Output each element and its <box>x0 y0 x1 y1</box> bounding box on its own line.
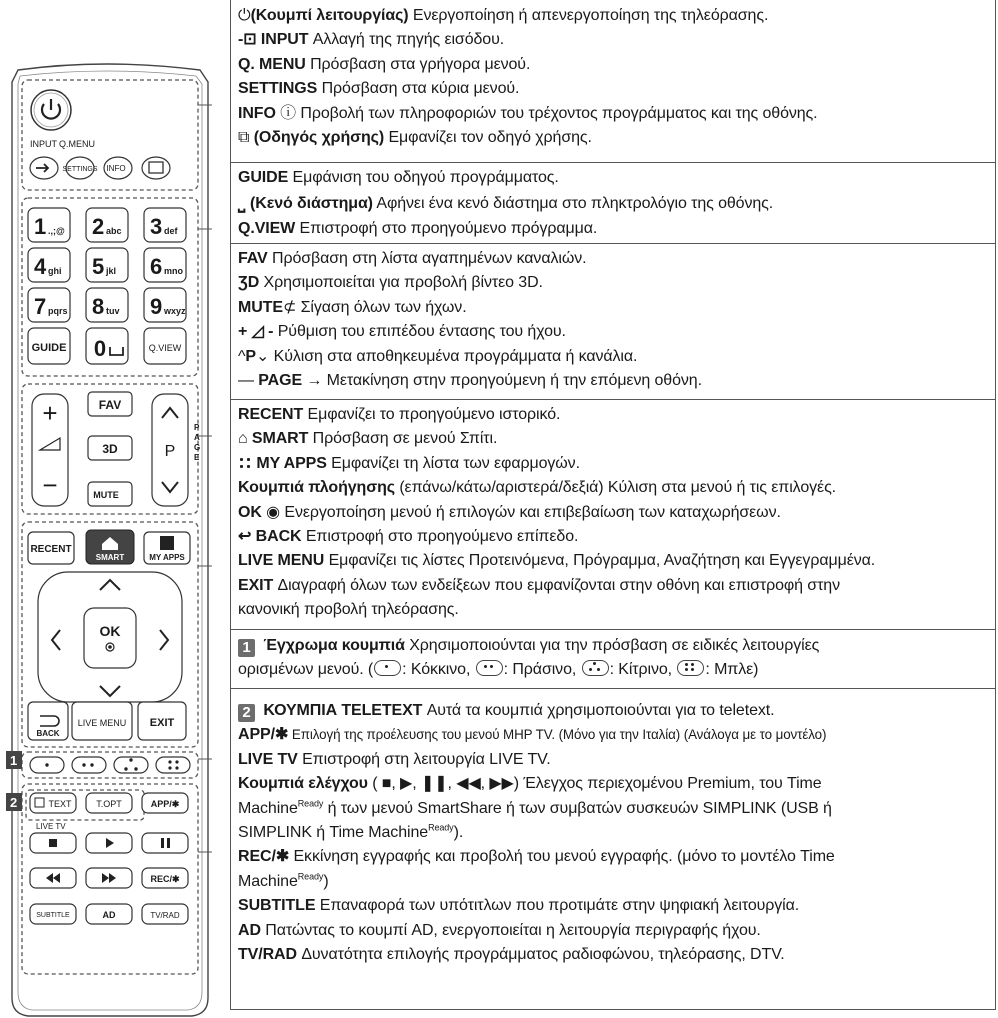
svg-text:Q.VIEW: Q.VIEW <box>148 343 182 353</box>
ok-dot-icon: ◉ <box>261 503 281 521</box>
num-key-4[interactable] <box>28 248 70 282</box>
svg-text:wxyz: wxyz <box>164 306 186 316</box>
svg-text:G: G <box>194 443 201 452</box>
user-guide-button[interactable] <box>142 157 170 179</box>
text-button[interactable] <box>30 793 76 813</box>
svg-text:jkl: jkl <box>106 266 117 276</box>
svg-text:MY APPS: MY APPS <box>149 553 185 562</box>
yellow-button[interactable] <box>114 757 148 773</box>
svg-text:6: 6 <box>150 254 163 279</box>
svg-text:T.OPT: T.OPT <box>96 799 122 809</box>
svg-text:REC/✱: REC/✱ <box>150 874 180 884</box>
svg-text:1: 1 <box>34 214 47 239</box>
desc-guide: GUIDE Εμφάνιση του οδηγού προγράμματος. <box>238 169 559 186</box>
desc-ok: OK ◉ Ενεργοποίηση μενού ή επιλογών και επιβεβαίωση των καταχωρήσεων. <box>238 503 781 521</box>
chevron-up-icon: ^ <box>238 347 246 365</box>
desc-livetv: LIVE TV Επιστροφή στη λειτουργία LIVE TV. <box>238 750 551 768</box>
rewind-button[interactable] <box>30 868 76 888</box>
play-button[interactable] <box>86 833 132 853</box>
input-icon: -⊡ <box>238 31 261 49</box>
topt-button[interactable] <box>86 793 132 813</box>
svg-text:7: 7 <box>34 294 47 319</box>
svg-text:TEXT: TEXT <box>48 799 72 809</box>
description-panel <box>230 0 996 1010</box>
desc-3d: ƷD Χρησιμοποιείται για προβολή βίντεο 3D. <box>238 274 543 292</box>
page-right-icon: → <box>306 372 323 390</box>
desc-exit-cont: κανονική προβολή τηλεόρασης. <box>238 601 459 619</box>
back-icon: ↩ <box>238 528 256 546</box>
svg-text:mno: mno <box>164 266 183 276</box>
desc-control: Κουμπιά ελέγχου ( ■, ▶, ❚❚, ◀◀, ▶▶) Έλεγχος περιεχομένου Premium, του Time <box>238 775 822 793</box>
page-label <box>194 423 200 462</box>
svg-text:tuv: tuv <box>106 306 120 316</box>
blue-button[interactable] <box>156 757 190 773</box>
desc-nav: Κουμπιά πλοήγησης (επάνω/κάτω/αριστερά/δεξιά) Κύλιση στα μενού ή τις επιλογές. <box>238 479 837 497</box>
desc-space: ⎵ (Κενό διάστημα) Αφήνει ένα κενό διάστημα στο πληκτρολόγιο της οθόνης. <box>238 192 774 213</box>
svg-text:5: 5 <box>92 254 105 279</box>
svg-text:OK: OK <box>99 623 121 639</box>
badge-2-desc: 2 <box>238 704 255 722</box>
guide-button[interactable] <box>28 328 70 364</box>
exit-button[interactable] <box>138 702 186 740</box>
stop-button[interactable] <box>30 833 76 853</box>
svg-text:3D: 3D <box>102 442 118 456</box>
desc-volume: + ◿ - Ρύθμιση του επιπέδου έντασης του ήχου. <box>238 323 566 341</box>
svg-text:0: 0 <box>93 336 107 361</box>
desc-color-cont: ορισμένων μενού. ( : Κόκκινο, : Πράσινο, : Κίτρινο, : Μπλε) <box>238 661 759 679</box>
app-button[interactable] <box>142 793 188 813</box>
ad-button[interactable] <box>86 904 132 924</box>
desc-exit: EXIT Διαγραφή όλων των ενδείξεων που εμφανίζονται στην οθόνη και επιστροφή στην <box>238 576 840 594</box>
svg-text:+: + <box>42 398 58 428</box>
num-key-6[interactable] <box>144 248 186 282</box>
green-button[interactable] <box>72 757 106 773</box>
desc-control-cont1: Machine$^{Ready}$ ή των μενού SmartShare ή των συμβατών συσκευών SIMPLINK (USB ή <box>238 798 832 817</box>
badge-2: 2 <box>10 795 18 810</box>
svg-text:INFO: INFO <box>106 164 126 173</box>
desc-tvrad: TV/RAD Δυνατότητα επιλογής προγράμματος ραδιοφώνου, τηλεόρασης, DTV. <box>238 946 785 964</box>
num-key-9[interactable] <box>144 288 186 322</box>
smart-button[interactable] <box>86 530 134 564</box>
apps-grid-icon <box>238 456 252 470</box>
svg-text:LIVE MENU: LIVE MENU <box>77 718 127 728</box>
chevron-down-icon: ⌄ <box>256 347 270 365</box>
num-key-7[interactable] <box>28 288 70 322</box>
desc-myapps: MY APPS Εμφανίζει τη λίστα των εφαρμογών. <box>238 452 995 476</box>
tvrad-button[interactable] <box>142 904 188 924</box>
num-key-1[interactable] <box>28 208 70 242</box>
svg-text:abc: abc <box>106 226 122 236</box>
svg-text:SMART: SMART <box>95 553 125 562</box>
input-button[interactable] <box>30 157 58 179</box>
fav-button[interactable] <box>88 392 132 416</box>
qview-button[interactable] <box>144 328 186 364</box>
space-icon: ⎵ <box>238 192 251 213</box>
section-color <box>231 629 995 688</box>
mute-button[interactable] <box>88 482 132 506</box>
svg-text:E: E <box>194 453 200 462</box>
desc-qview: Q.VIEW Επιστροφή στο προηγούμενο πρόγραμμα. <box>238 219 598 237</box>
num-key-2[interactable] <box>86 208 128 242</box>
desc-color: 1 Έγχρωμα κουμπιά Χρησιμοποιούνται για την πρόσβαση σε ειδικές λειτουργίες <box>238 634 995 658</box>
svg-text:3: 3 <box>150 214 163 239</box>
num-key-0[interactable] <box>86 328 128 364</box>
section-volume <box>231 243 995 399</box>
subtitle-button[interactable] <box>30 904 76 924</box>
desc-settings: SETTINGS Πρόσβαση στα κύρια μενού. <box>238 80 520 98</box>
info-button[interactable] <box>104 157 132 179</box>
svg-text:TV/RAD: TV/RAD <box>150 911 180 920</box>
svg-text:9: 9 <box>150 294 163 319</box>
desc-info: INFO ⓘ Προβολή των πληροφοριών του τρέχοντος προγράμματος και της οθόνης. <box>238 104 818 122</box>
desc-input: -⊡ INPUT Αλλαγή της πηγής εισόδου. <box>238 31 505 49</box>
home-icon: ⌂ <box>238 430 252 448</box>
svg-text:P: P <box>164 443 176 460</box>
svg-text:ghi: ghi <box>48 266 62 276</box>
livetv-label: LIVE TV <box>36 822 66 831</box>
section-smart <box>231 399 995 629</box>
desc-mute: MUTE⊄ Σίγαση όλων των ήχων. <box>238 298 467 316</box>
desc-teletext: 2 ΚΟΥΜΠΙΑ TELETEXT Αυτά τα κουμπιά χρησιμοποιούνται για το teletext. <box>238 699 995 723</box>
svg-text:FAV: FAV <box>98 398 122 412</box>
svg-text:AD: AD <box>102 910 116 920</box>
desc-program: ^P⌄ Κύλιση στα αποθηκευμένα προγράμματα ή κανάλια. <box>238 347 638 365</box>
program-rocker[interactable] <box>152 394 188 506</box>
svg-text:BACK: BACK <box>36 729 60 738</box>
svg-text:2: 2 <box>92 214 105 239</box>
desc-subtitle: SUBTITLE Επαναφορά των υπότιτλων που προτιμάτε στην ψηφιακή λειτουργία. <box>238 897 800 915</box>
desc-user-guide: ⧉ (Οδηγός χρήσης) Εμφανίζει τον οδηγό χρήσης. <box>238 129 592 147</box>
num-key-3[interactable] <box>144 208 186 242</box>
power-button[interactable] <box>31 90 71 130</box>
section-numbers <box>231 162 995 243</box>
desc-control-cont2: SIMPLINK ή Time Machine$^{Ready}$). <box>238 822 464 842</box>
3d-icon: Ʒ <box>238 274 248 292</box>
desc-recent: RECENT Εμφανίζει το προηγούμενο ιστορικό. <box>238 406 561 423</box>
svg-text:APP/✱: APP/✱ <box>150 799 180 809</box>
svg-text:SUBTITLE: SUBTITLE <box>36 912 70 919</box>
recent-button[interactable] <box>28 532 74 564</box>
book-icon: ⧉ <box>238 129 250 147</box>
forward-button[interactable] <box>86 868 132 888</box>
desc-qmenu: Q. MENU Πρόσβαση στα γρήγορα μενού. <box>238 55 531 73</box>
svg-text:P: P <box>194 423 200 432</box>
desc-app: APP/✱ Επιλογή της προέλευσης του μενού MHP TV. (Μόνο για την Ιταλία) (Ανάλογα με το μοντέλο) <box>238 726 827 744</box>
yellow-pill-icon <box>582 660 609 676</box>
blue-pill-icon <box>677 660 704 676</box>
desc-ad: AD Πατώντας το κουμπί AD, ενεργοποιείται η λειτουργία περιγραφής ήχου. <box>238 921 761 939</box>
svg-text:EXIT: EXIT <box>149 717 175 729</box>
page-left-icon: — <box>238 372 254 390</box>
3d-button[interactable] <box>88 436 132 460</box>
power-icon: ⏻ <box>238 7 251 24</box>
desc-power: ⏻(Κουμπί λειτουργίας) Ενεργοποίηση ή απενεργοποίηση της τηλεόρασης. <box>238 7 769 24</box>
volume-rocker[interactable] <box>32 394 68 506</box>
ok-button[interactable] <box>84 608 136 668</box>
green-pill-icon <box>476 660 503 676</box>
back-button[interactable] <box>28 702 68 740</box>
info-icon: ⓘ <box>275 104 301 122</box>
section-basic <box>231 0 995 162</box>
input-label: INPUT <box>30 139 57 149</box>
svg-text:.,;@: .,;@ <box>48 226 65 236</box>
svg-text:MUTE: MUTE <box>93 490 119 500</box>
badge-1-desc: 1 <box>238 639 255 657</box>
svg-text:GUIDE: GUIDE <box>31 342 67 354</box>
mute-icon: ⊄ <box>282 298 297 316</box>
desc-smart: ⌂ SMART Πρόσβαση σε μενού Σπίτι. <box>238 430 498 448</box>
svg-text:4: 4 <box>34 254 47 279</box>
desc-page: — PAGE → Μετακίνηση στην προηγούμενη ή την επόμενη οθόνη. <box>238 372 702 390</box>
svg-text:A: A <box>194 433 200 442</box>
desc-back: ↩ BACK Επιστροφή στο προηγούμενο επίπεδο. <box>238 528 579 546</box>
svg-text:8: 8 <box>92 294 105 319</box>
svg-text:pqrs: pqrs <box>48 306 68 316</box>
pause-button[interactable] <box>142 833 188 853</box>
desc-rec-cont: Machine$^{Ready}$) <box>238 871 329 890</box>
badge-1: 1 <box>10 753 18 768</box>
red-pill-icon <box>374 660 401 676</box>
livemenu-button[interactable] <box>72 702 132 740</box>
section-teletext <box>231 688 995 1010</box>
qmenu-label: Q.MENU <box>59 139 95 149</box>
svg-text:−: − <box>42 470 58 500</box>
svg-text:RECENT: RECENT <box>30 544 72 555</box>
desc-rec: REC/✱ Εκκίνηση εγγραφής και προβολή του μενού εγγραφής. (μόνο το μοντέλο Time <box>238 848 835 866</box>
num-key-5[interactable] <box>86 248 128 282</box>
red-button[interactable] <box>30 757 64 773</box>
svg-text:SETTINGS: SETTINGS <box>62 166 98 173</box>
svg-text:def: def <box>164 226 178 236</box>
num-key-8[interactable] <box>86 288 128 322</box>
desc-livemenu: LIVE MENU Εμφανίζει τις λίστες Προτεινόμενα, Πρόγραμμα, Αναζήτηση και Εγγεγραμμένα. <box>238 552 876 570</box>
myapps-button[interactable] <box>144 532 190 564</box>
remote-control-illustration <box>6 62 212 1018</box>
rec-button[interactable] <box>142 868 188 888</box>
desc-fav: FAV Πρόσβαση στη λίστα αγαπημένων καναλιών. <box>238 250 587 267</box>
